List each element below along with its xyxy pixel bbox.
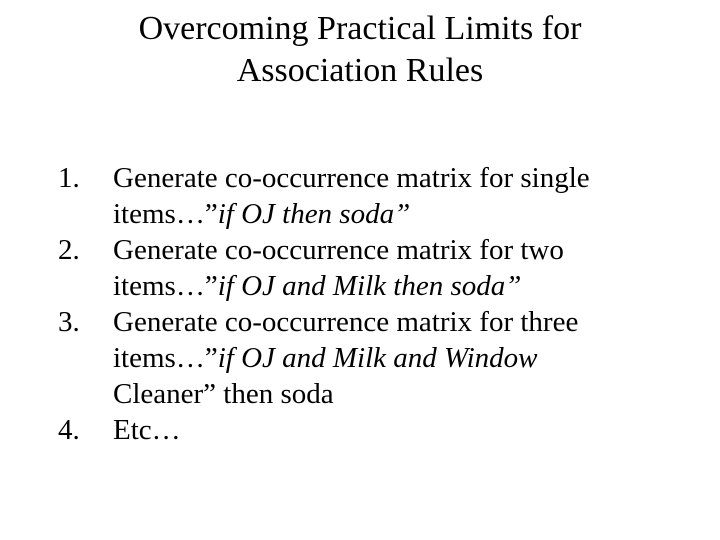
list-number-3: 3. — [58, 306, 80, 338]
list-item-3-line-1: Generate co-occurrence matrix for three — [113, 306, 579, 338]
list-item-3-line-2 — [113, 340, 720, 376]
list-item-3-line-2-plain: items…” — [113, 342, 218, 374]
numbered-list — [0, 160, 720, 448]
list-item-1-line-2 — [113, 196, 720, 232]
list-item-3-line-2-italic: if OJ and Milk and Window — [217, 342, 538, 374]
slide-title-line-2: Association Rules — [236, 52, 484, 89]
list-item-2-line-1: Generate co-occurrence matrix for two — [113, 234, 564, 266]
list-item-1-line-2-italic: if OJ then soda” — [217, 198, 411, 230]
list-item-1 — [0, 160, 720, 232]
slide-title-line-1: Overcoming Practical Limits for — [138, 10, 582, 47]
list-item-2-line-2-italic: if OJ and Milk then soda” — [217, 270, 522, 302]
slide-title — [0, 8, 720, 92]
list-item-4-line-1: Etc… — [113, 414, 181, 446]
list-item-2-line-2 — [113, 268, 720, 304]
list-number-4: 4. — [58, 414, 80, 446]
list-item-2 — [0, 232, 720, 304]
list-number-1: 1. — [58, 162, 80, 194]
list-item-1-line-1: Generate co-occurrence matrix for single — [113, 162, 590, 194]
list-item-4 — [0, 412, 720, 448]
list-item-3-line-3: Cleaner” then soda — [113, 378, 334, 410]
list-number-2: 2. — [58, 234, 80, 266]
list-item-3 — [0, 304, 720, 412]
list-item-1-line-2-plain: items…” — [113, 198, 218, 230]
list-item-2-line-2-plain: items…” — [113, 270, 218, 302]
